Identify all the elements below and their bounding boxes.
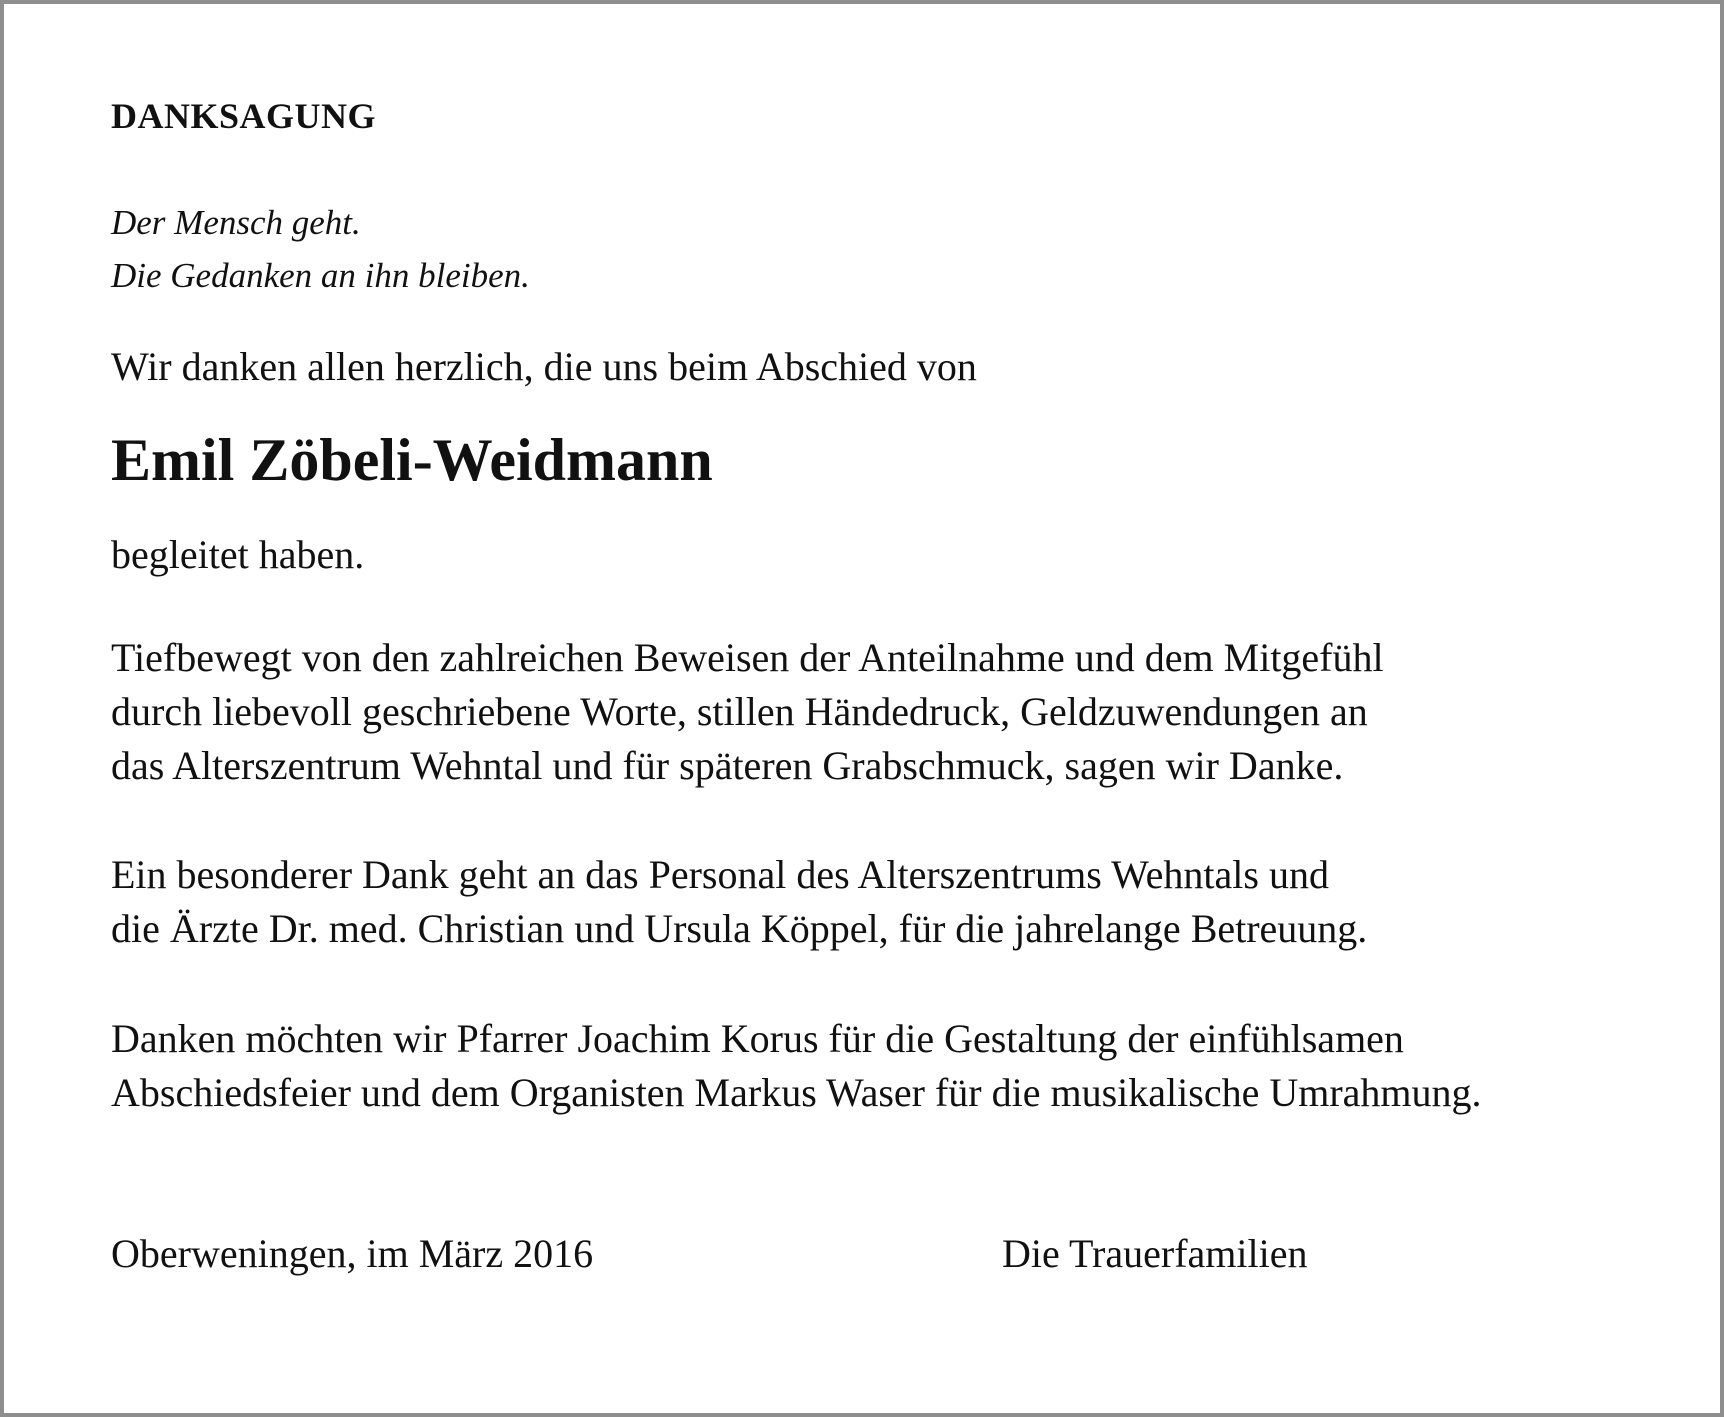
thanks-paragraph-1 <box>111 631 1384 793</box>
paragraph-line: das Alterszentrum Wehntal und für späteren Grabschmuck, sagen wir Danke. <box>111 743 1344 788</box>
paragraph-line: Ein besonderer Dank geht an das Personal des Alterszentrums Wehntals und <box>111 852 1329 897</box>
deceased-name: Emil Zöbeli-Weidmann <box>111 427 713 493</box>
notice-heading: DANKSAGUNG <box>111 96 377 136</box>
place-and-date: Oberweningen, im März 2016 <box>111 1231 594 1276</box>
thanks-paragraph-3 <box>111 1012 1482 1120</box>
signature: Die Trauerfamilien <box>1002 1231 1308 1276</box>
paragraph-line: durch liebevoll geschriebene Worte, stillen Händedruck, Geldzuwendungen an <box>111 689 1368 734</box>
paragraph-line: die Ärzte Dr. med. Christian und Ursula Köppel, für die jahrelange Betreuung. <box>111 906 1368 951</box>
accompanied-text: begleitet haben. <box>111 532 365 577</box>
motto-line: Der Mensch geht. <box>111 203 361 242</box>
thanks-paragraph-2 <box>111 848 1367 956</box>
paragraph-line: Danken möchten wir Pfarrer Joachim Korus für die Gestaltung der einfühlsamen <box>111 1016 1404 1061</box>
motto <box>111 196 530 302</box>
paragraph-line: Tiefbewegt von den zahlreichen Beweisen der Anteilnahme und dem Mitgefühl <box>111 635 1384 680</box>
motto-line: Die Gedanken an ihn bleiben. <box>111 256 530 295</box>
paragraph-line: Abschiedsfeier und dem Organisten Markus Waser für die musikalische Umrahmung. <box>111 1070 1482 1115</box>
intro-text: Wir danken allen herzlich, die uns beim Abschied von <box>111 344 977 389</box>
